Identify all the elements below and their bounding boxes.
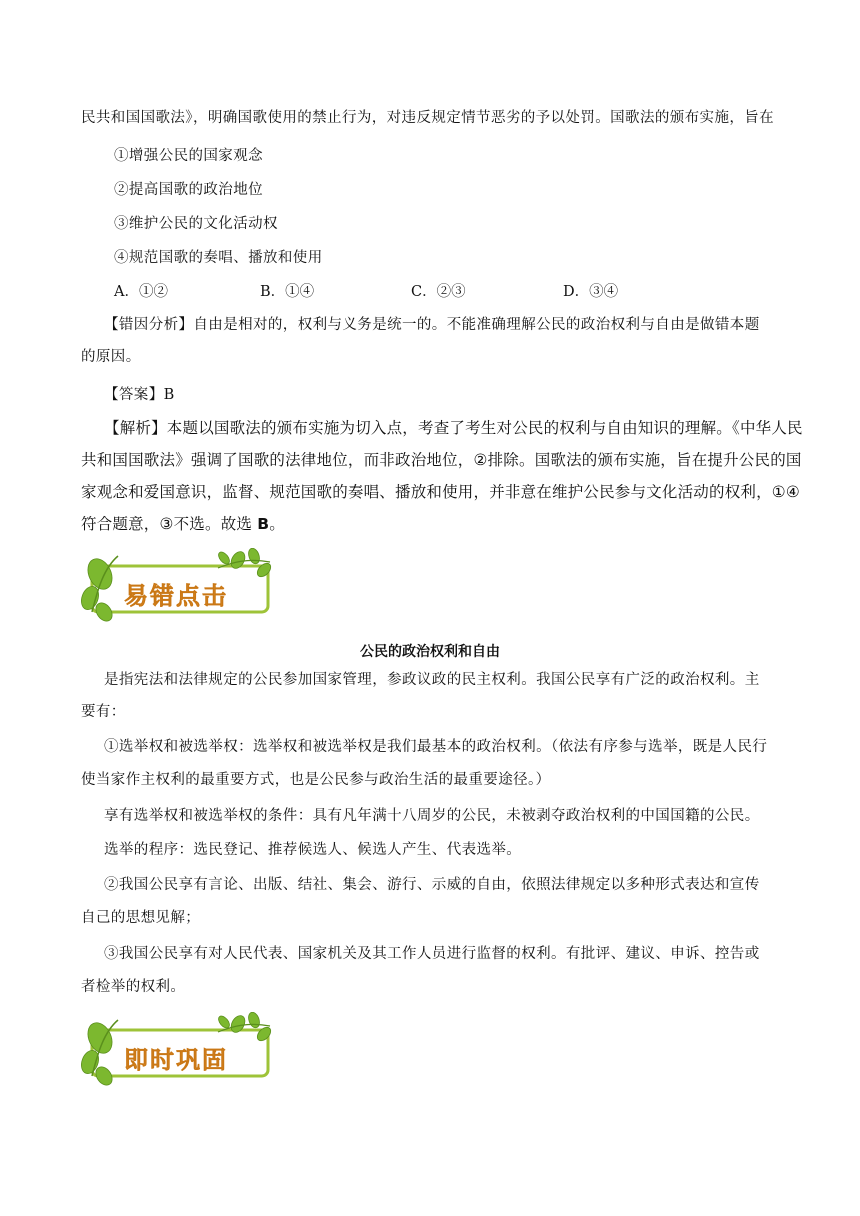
section-p1-line-2: 要有：	[81, 704, 126, 720]
error-points-banner	[78, 548, 274, 624]
question-item-2: ②提高国歌的政治地位	[114, 182, 263, 198]
explanation-line-4-end: 。	[269, 515, 285, 533]
explanation-answer-letter: B	[257, 515, 270, 533]
section-p2-line-2: 使当家作主权利的最重要方式，也是公民参与政治生活的最重要途径。）	[81, 772, 551, 788]
quick-review-banner	[78, 1012, 274, 1088]
option-c: C．②③	[411, 284, 466, 300]
section-title: 公民的政治权利和自由	[360, 644, 500, 660]
answer-line: 【答案】B	[104, 387, 175, 403]
explanation-line-3: 家观念和爱国意识，监督、规范国歌的奏唱、播放和使用，并非意在维护公民参与文化活动的权利，①④	[81, 483, 800, 501]
explanation-line-2: 共和国国歌法》强调了国歌的法律地位，而非政治地位，②排除。国歌法的颁布实施，旨在提升公民的国	[81, 451, 802, 469]
question-stem: 民共和国国歌法》，明确国歌使用的禁止行为，对违反规定情节恶劣的予以处罚。国歌法的颁布实施，旨在	[81, 110, 775, 126]
question-item-4: ④规范国歌的奏唱、播放和使用	[114, 250, 323, 266]
question-item-3: ③维护公民的文化活动权	[114, 216, 278, 232]
explanation-line-4	[81, 514, 781, 534]
section-p3: 享有选举权和被选举权的条件：具有凡年满十八周岁的公民，未被剥夺政治权利的中国国籍的公民。	[104, 808, 760, 824]
option-b: B．①④	[260, 284, 315, 300]
section-p6-line-2: 者检举的权利。	[81, 979, 186, 995]
question-item-1: ①增强公民的国家观念	[114, 148, 263, 164]
section-p2-line-1: ①选举权和被选举权：选举权和被选举权是我们最基本的政治权利。（依法有序参与选举，既是人民行	[104, 739, 768, 755]
option-a: A．①②	[114, 284, 168, 300]
explanation-line-4-text: 符合题意，③不选。故选	[81, 515, 258, 533]
error-analysis-line-1: 【错因分析】自由是相对的，权利与义务是统一的。不能准确理解公民的政治权利与自由是做错本题	[104, 317, 760, 333]
section-p5-line-1: ②我国公民享有言论、出版、结社、集会、游行、示威的自由，依照法律规定以多种形式表达和宣传	[104, 877, 760, 893]
error-analysis-line-2: 的原因。	[81, 349, 141, 365]
error-points-label: 易错点击	[124, 582, 228, 610]
section-p6-line-1: ③我国公民享有对人民代表、国家机关及其工作人员进行监督的权利。有批评、建议、申诉、控告或	[104, 946, 760, 962]
section-p4: 选举的程序：选民登记、推荐候选人、候选人产生、代表选举。	[104, 842, 522, 858]
quick-review-label: 即时巩固	[124, 1046, 228, 1074]
option-d: D．③④	[563, 284, 619, 300]
section-p5-line-2: 自己的思想见解；	[81, 910, 201, 926]
section-p1-line-1: 是指宪法和法律规定的公民参加国家管理，参政议政的民主权利。我国公民享有广泛的政治权利。主	[104, 672, 760, 688]
explanation-line-1: 【解析】本题以国歌法的颁布实施为切入点，考查了考生对公民的权利与自由知识的理解。《中华人民	[104, 419, 803, 437]
